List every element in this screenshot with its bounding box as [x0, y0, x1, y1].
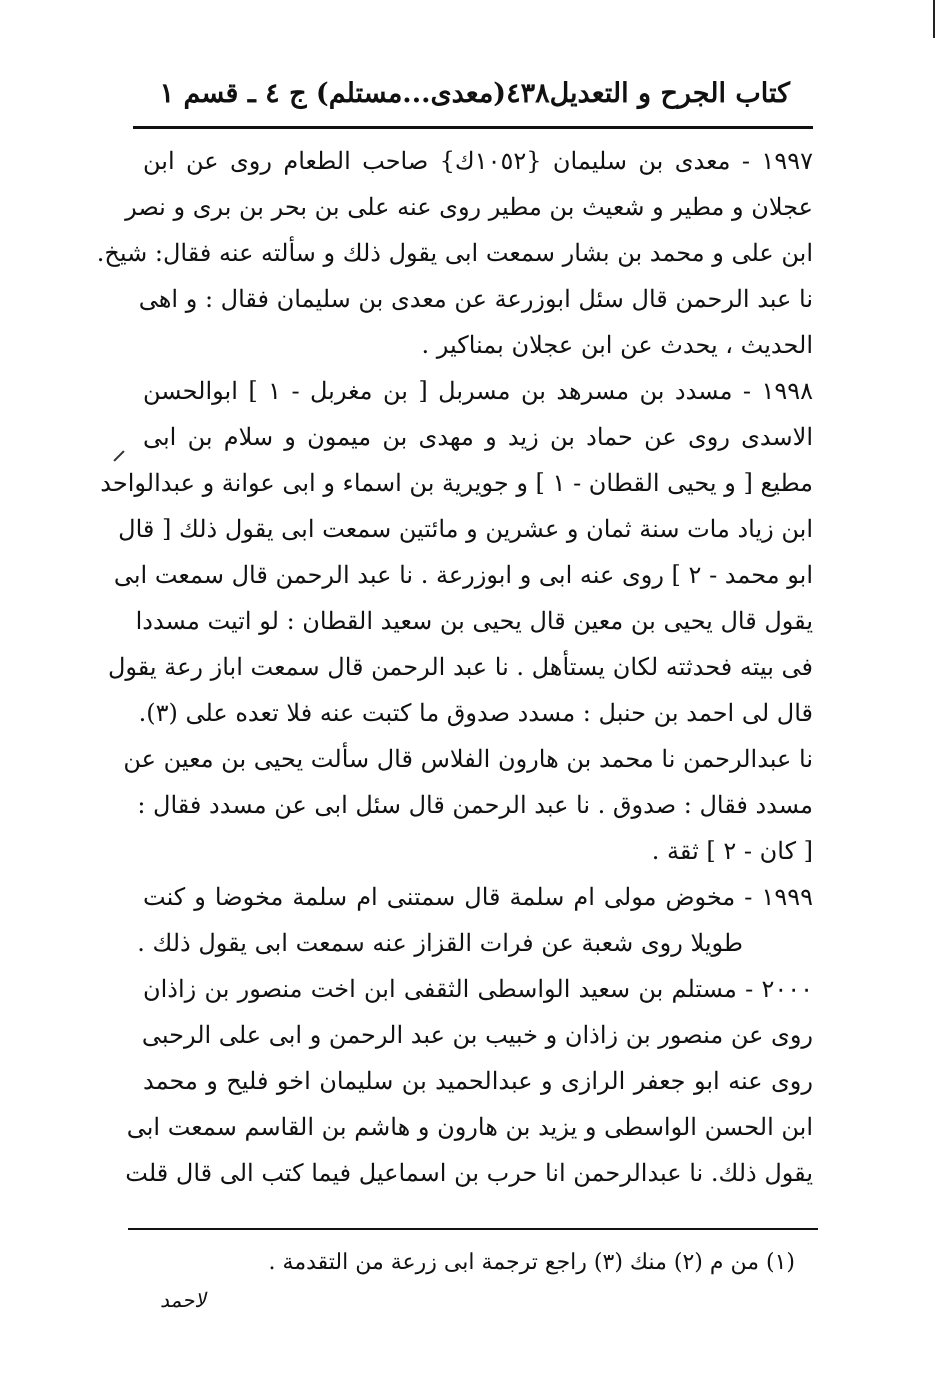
text-line: ٢٠٠٠ - مستلم بن سعيد الواسطى الثقفى ابن اخت منصور بن زاذان: [143, 975, 813, 1003]
text-line: يقول ذلك. نا عبدالرحمن انا حرب بن اسماعيل فيما كتب الى قال قلت: [125, 1159, 813, 1187]
text-line: نا عبدالرحمن نا محمد بن هارون الفلاس قال سألت يحيى بن معين عن: [123, 745, 813, 773]
text-line: قال لى احمد بن حنبل : مسدد صدوق ما كتبت عنه فلا تعده على (٣).: [138, 699, 813, 727]
page-number: ٤٣٨: [506, 77, 550, 109]
text-line: ابن على و محمد بن بشار سمعت ابى يقول ذلك و سألته عنه فقال: شيخ.: [96, 239, 813, 267]
text-line: عجلان و مطير و شعيث بن مطير روى عنه على بن بحر بن برى و نصر: [125, 193, 813, 221]
volume-range: (معدى...مستلم) ج ٤ ـ قسم ١: [159, 77, 507, 109]
handwritten-note: لاحمد: [160, 1288, 206, 1312]
page-header: [160, 70, 790, 116]
scan-edge-mark: [933, 0, 935, 38]
text-line: [ كان - ٢ ] ثقة .: [651, 837, 813, 865]
text-line: نا عبد الرحمن قال سئل ابوزرعة عن معدى بن سليمان فقال : و اهى: [138, 285, 813, 313]
text-line: روى عنه ابو جعفر الرازى و عبدالحميد بن سليمان اخو فليح و محمد: [143, 1067, 813, 1095]
text-line: طويلا روى شعبة عن فرات القزاز عنه سمعت ابى يقول ذلك .: [137, 929, 743, 957]
text-line: ابو محمد - ٢ ] روى عنه ابى و ابوزرعة . نا عبد الرحمن قال سمعت ابى: [113, 561, 813, 589]
text-line: الحديث ، يحدث عن ابن عجلان بمناكير .: [421, 331, 813, 359]
text-line: الاسدى روى عن حماد بن زيد و مهدى بن ميمون و سلام بن ابى: [143, 423, 813, 451]
footnote: (١) من م (٢) منك (٣) راجع ترجمة ابى زرعة من التقدمة .: [268, 1250, 795, 1275]
body-text: [96, 138, 813, 1196]
header-rule: [133, 126, 813, 129]
text-line: فى بيته فحدثته لكان يستأهل . نا عبد الرحمن قال سمعت اباز رعة يقول: [107, 653, 813, 681]
text-line: ١٩٩٧ - معدى بن سليمان {١٠٥٢ك} صاحب الطعام روى عن ابن: [143, 147, 813, 175]
text-line: ١٩٩٨ - مسدد بن مسرهد بن مسربل [ بن مغربل - ١ ] ابوالحسن: [143, 377, 813, 405]
footnote-rule: [128, 1228, 818, 1230]
text-line: ١٩٩٩ - مخوض مولى ام سلمة قال سمتنى ام سلمة مخوضا و كنت: [143, 883, 813, 911]
text-line: ابن زياد مات سنة ثمان و عشرين و مائتين سمعت ابى يقول ذلك [ قال: [118, 515, 813, 543]
text-line: ابن الحسن الواسطى و يزيد بن هارون و هاشم بن القاسم سمعت ابى: [126, 1113, 813, 1141]
text-line: مسدد فقال : صدوق . نا عبد الرحمن قال سئل ابى عن مسدد فقال :: [137, 791, 813, 819]
text-line: يقول قال يحيى بن معين قال يحيى بن سعيد القطان : لو اتيت مسددا: [135, 607, 813, 635]
text-line: مطيع [ و يحيى القطان - ١ ] و جويرية بن اسماء و ابى عوانة و عبدالواحد: [100, 469, 813, 497]
book-title: كتاب الجرح و التعديل: [549, 77, 790, 109]
text-line: روى عن منصور بن زاذان و خبيب بن عبد الرحمن و ابى على الرحبى: [141, 1021, 813, 1049]
